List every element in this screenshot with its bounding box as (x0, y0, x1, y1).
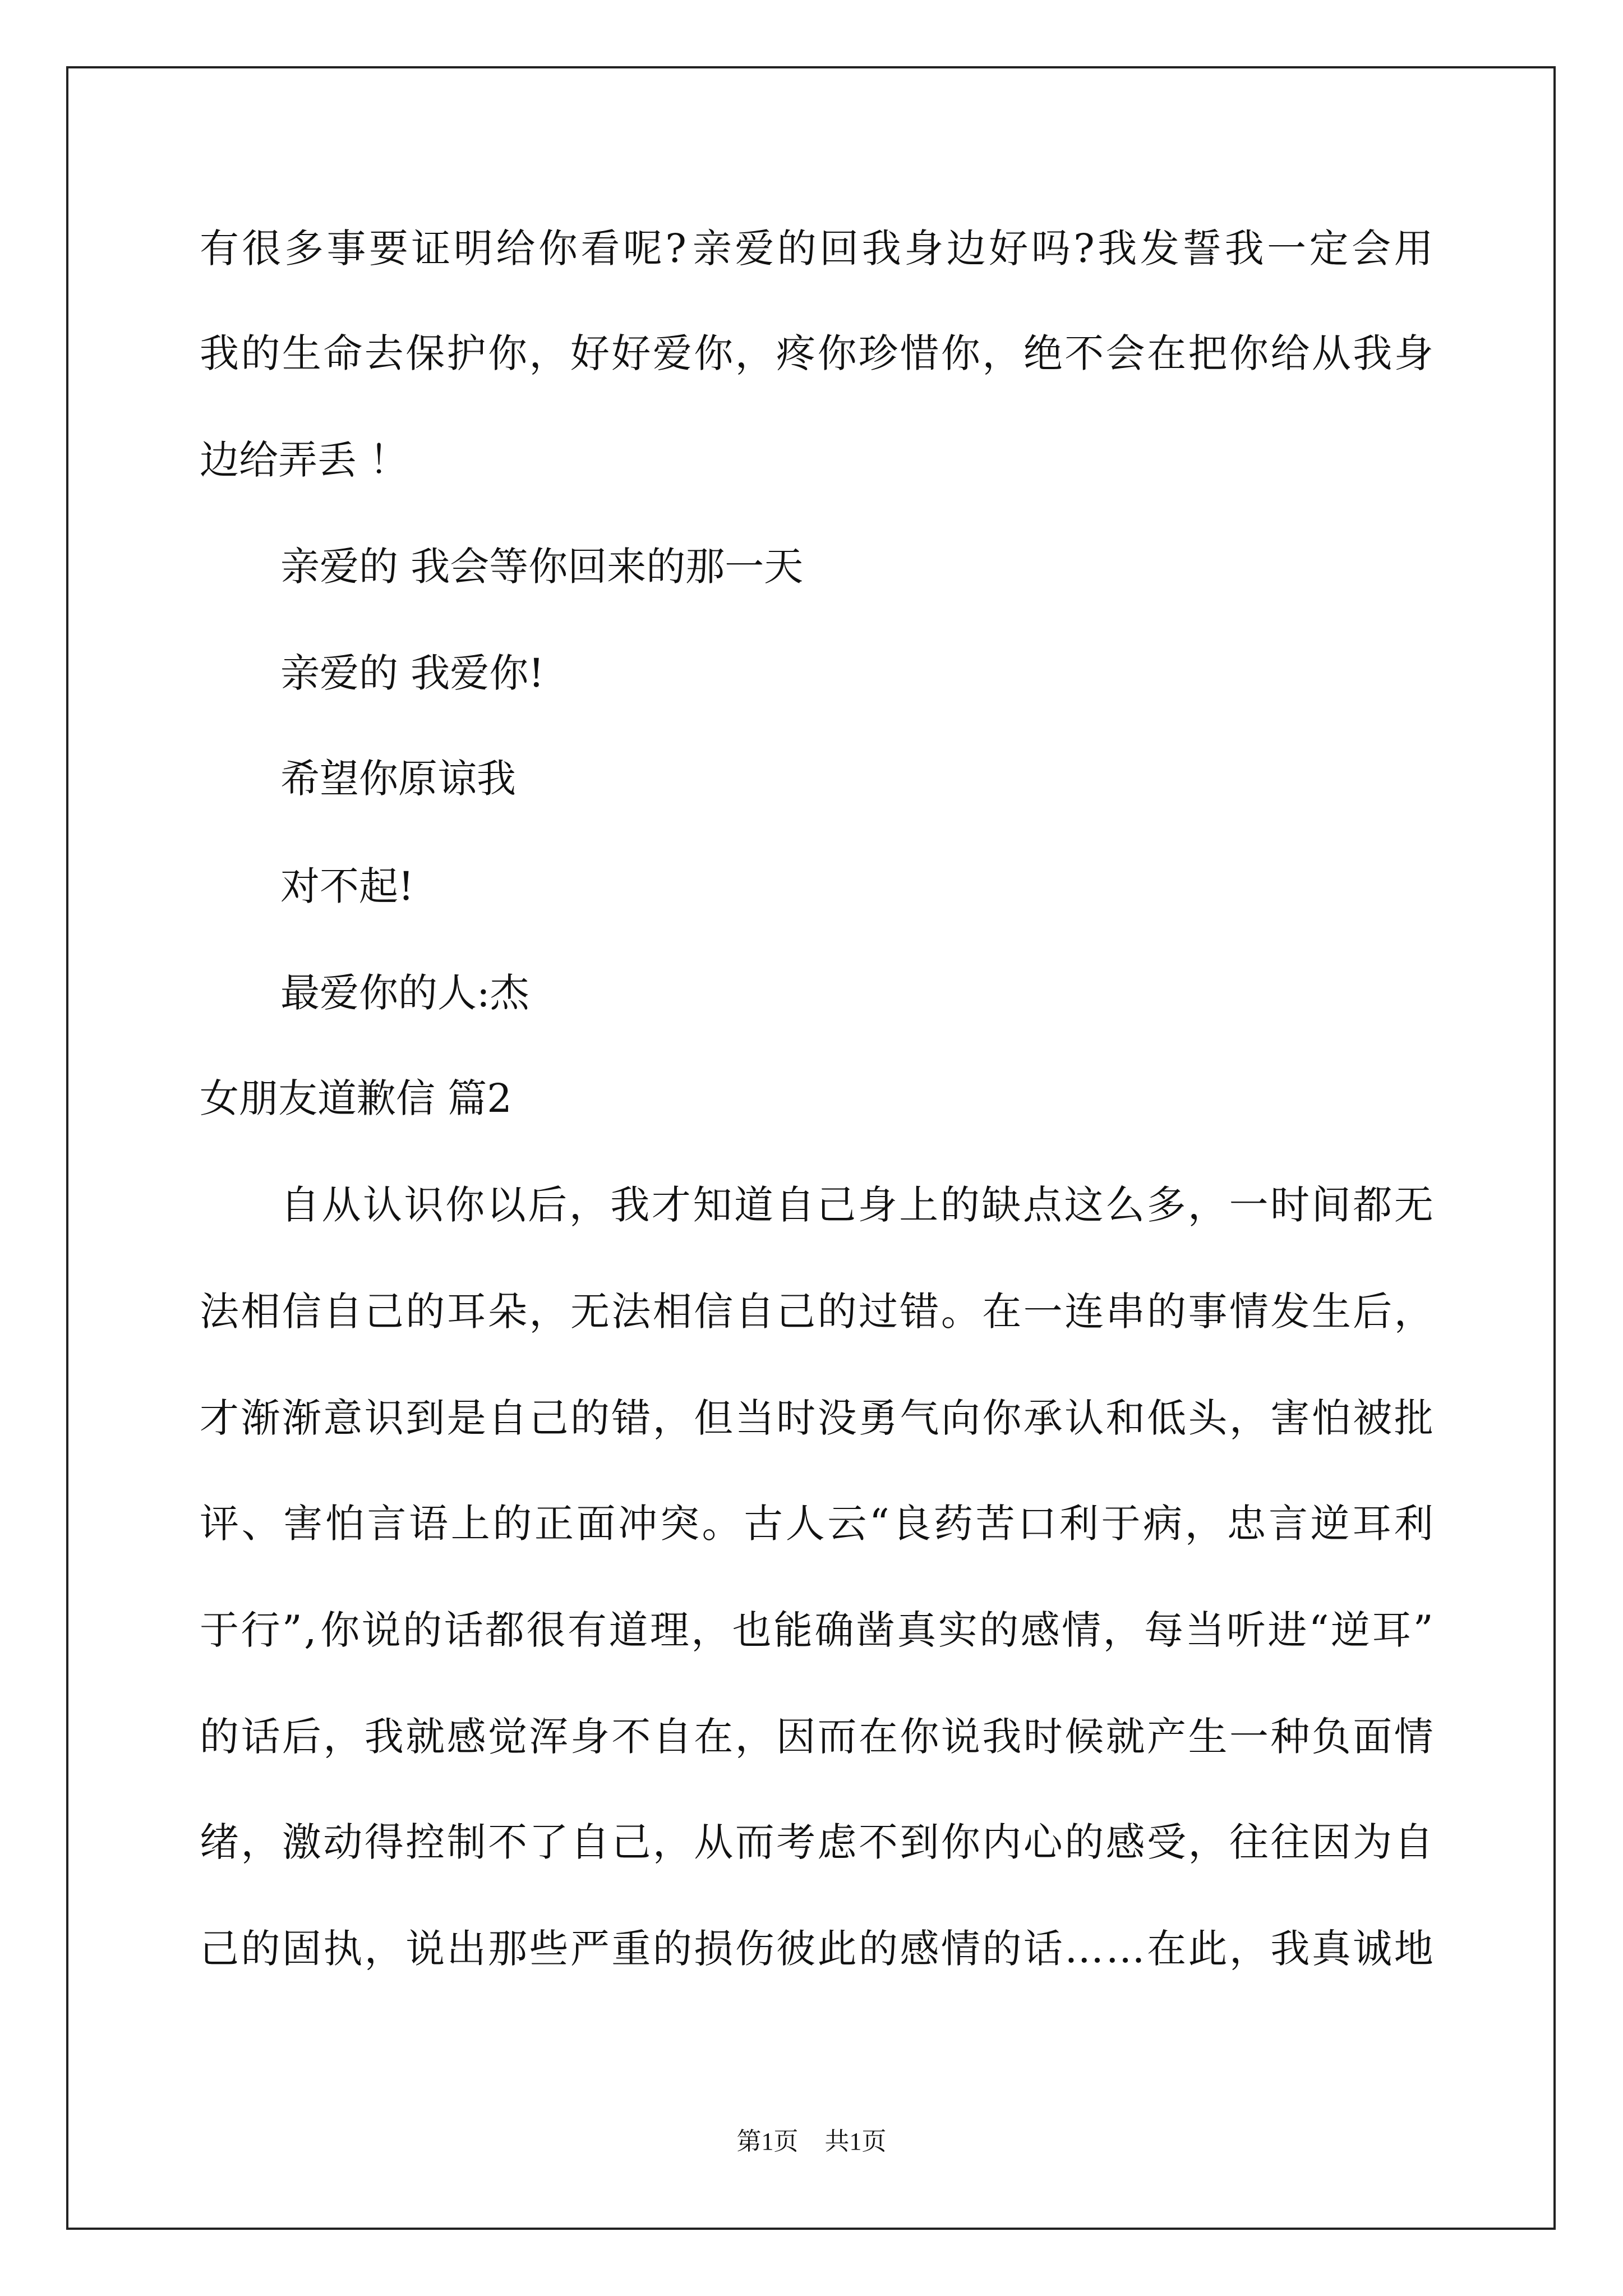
paragraph-line: 对不起! (280, 863, 414, 909)
page-frame (66, 66, 1556, 2230)
page-number: 第1页 (736, 2128, 799, 2155)
signature-line: 最爱你的人:杰 (280, 970, 529, 1016)
page-footer (0, 2125, 1623, 2159)
paragraph-line: 绪 ， 激 动 得 控 制 不 了 自 己 ， 从 而 考 虑 不 到 你 内 心 的 感 受 ， 往 往 因 为 自 (200, 1819, 1433, 1865)
paragraph-line: 有 很 多 事 要 证 明 给 你 看 呢 ? 亲 爱 的 回 我 身 边 好 吗 ? 我 发 誓 我 一 定 会 用 (200, 226, 1433, 272)
paragraph-line: 希望你原谅我 (280, 756, 516, 802)
paragraph-line: 评 、 害 怕 言 语 上 的 正 面 冲 突 。 古 人 云 “ 良 药 苦 口 利 于 病 ， 忠 言 逆 耳 利 (200, 1501, 1433, 1547)
section-heading: 女朋友道歉信 篇2 (200, 1075, 512, 1121)
paragraph-line: 的 话 后 ， 我 就 感 觉 浑 身 不 自 在 ， 因 而 在 你 说 我 时 候 就 产 生 一 种 负 面 情 (200, 1714, 1433, 1760)
total-pages: 共1页 (824, 2128, 887, 2155)
paragraph-line: 才 渐 渐 意 识 到 是 自 己 的 错 ， 但 当 时 没 勇 气 向 你 承 认 和 低 头 ， 害 怕 被 批 (200, 1395, 1433, 1441)
paragraph-line: 于 行 ” , 你 说 的 话 都 很 有 道 理 ， 也 能 确 凿 真 实 的 感 情 ， 每 当 听 进 “ 逆 耳 ” (200, 1607, 1433, 1653)
paragraph-line: 我 的 生 命 去 保 护 你 ， 好 好 爱 你 ， 疼 你 珍 惜 你 ， 绝 不 会 在 把 你 给 从 我 身 (200, 330, 1433, 376)
paragraph-line: 亲爱的 我会等你回来的那一天 (280, 544, 804, 590)
paragraph-line: 自 从 认 识 你 以 后 ， 我 才 知 道 自 己 身 上 的 缺 点 这 么 多 ， 一 时 间 都 无 (280, 1182, 1433, 1228)
paragraph-line: 法 相 信 自 己 的 耳 朵 ， 无 法 相 信 自 己 的 过 错 。 在 一 连 串 的 事 情 发 生 后 ， (200, 1289, 1433, 1335)
paragraph-line: 亲爱的 我爱你! (280, 650, 545, 696)
paragraph-line: 边给弄丢 ！ (200, 437, 409, 483)
paragraph-line: 己 的 固 执 ， 说 出 那 些 严 重 的 损 伤 彼 此 的 感 情 的 话 … … 在 此 ， 我 真 诚 地 (200, 1926, 1433, 1972)
